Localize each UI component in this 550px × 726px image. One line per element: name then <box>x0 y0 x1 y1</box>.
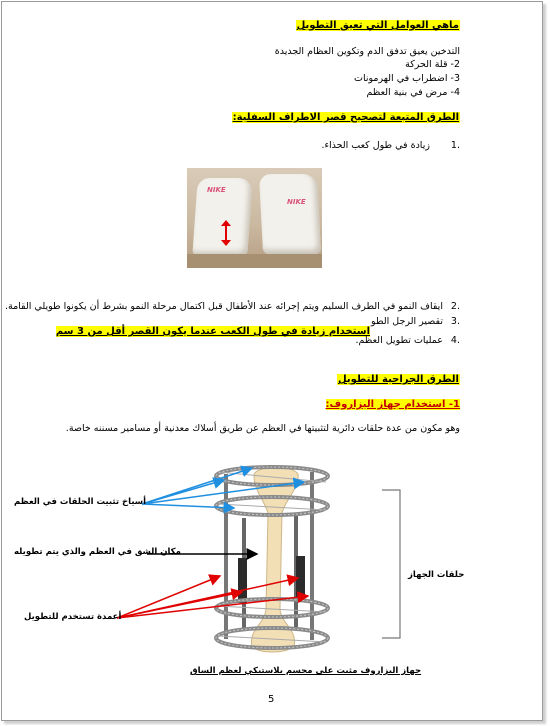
page-number: 5 <box>268 694 275 705</box>
factor-1: التدخين يعيق تدفق الدم وتكوين العظام الجديدة <box>274 46 460 57</box>
method-4 <box>355 334 460 347</box>
rod-arrows <box>117 576 308 618</box>
ilizarov-description: وهو مكون من عدة حلقات دائرية لتثبيتها في العظم عن طريق أسلاك معدنية أو مسامير مسننه خاصة. <box>65 423 460 434</box>
heel-note: استخدام زيادة في طول الكعب عندما يكون القصر أقل من 3 سم <box>55 326 370 337</box>
right-shoe <box>259 174 321 254</box>
shoe-heel-photo <box>187 168 322 268</box>
method-2 <box>5 300 460 313</box>
rings-bracket <box>382 490 400 638</box>
document-page <box>1 1 543 721</box>
wire-arrows <box>142 468 304 508</box>
annotation-arrows <box>2 442 542 672</box>
method-1-number: .1 <box>450 140 460 151</box>
label-osteotomy: مكان الشق في العظم والذي يتم تطويله <box>14 547 181 557</box>
floor <box>187 254 322 268</box>
method-3-number: .3 <box>450 316 460 327</box>
factor-3: 3- اضطراب في الهرمونات <box>354 73 460 84</box>
heading-methods: الطرق المتبعة لتصحيح قصر الاطراف السفلية: <box>232 112 459 123</box>
method-1 <box>321 139 460 152</box>
method-4-text: عمليات تطويل العظم. <box>355 335 443 346</box>
method-3-text: تقصير الرجل الطو <box>371 316 443 327</box>
method-4-number: .4 <box>450 335 460 346</box>
heading-factors: ماهي العوامل التي تعيق التطويل <box>296 20 459 31</box>
method-1-text: زيادة في طول كعب الحذاء. <box>321 140 430 151</box>
height-arrow-icon <box>219 220 233 246</box>
figure-caption: جهاز اليزاروف مثبت على مجسم بلاستيكي لعظم الساق <box>190 666 422 676</box>
factor-4: 4- مرض في بنية العظم <box>366 87 460 98</box>
left-shoe-logo: NIKE <box>207 186 226 194</box>
heading-surgical: الطرق الجراحية للتطويل <box>337 374 459 385</box>
ilizarov-subheading: 1- استخدام جهاز اليزاروف: <box>325 399 460 410</box>
label-rods: أعمدة تستخدم للتطويل <box>24 612 122 622</box>
method-2-number: .2 <box>450 301 460 312</box>
label-wires: أسياخ تثبيت الحلقات في العظم <box>14 497 147 507</box>
method-2-text: ايقاف النمو في الطرف السليم ويتم إجرائه عند الأطفال قبل اكتمال مرحلة النمو بشرط أن يكونوا طويلي القامة. <box>4 301 443 312</box>
method-3 <box>371 315 460 328</box>
label-rings: حلقات الجهاز <box>408 570 465 580</box>
factor-2: 2- قلة الحركة <box>405 59 460 70</box>
right-shoe-logo: NIKE <box>287 198 306 206</box>
